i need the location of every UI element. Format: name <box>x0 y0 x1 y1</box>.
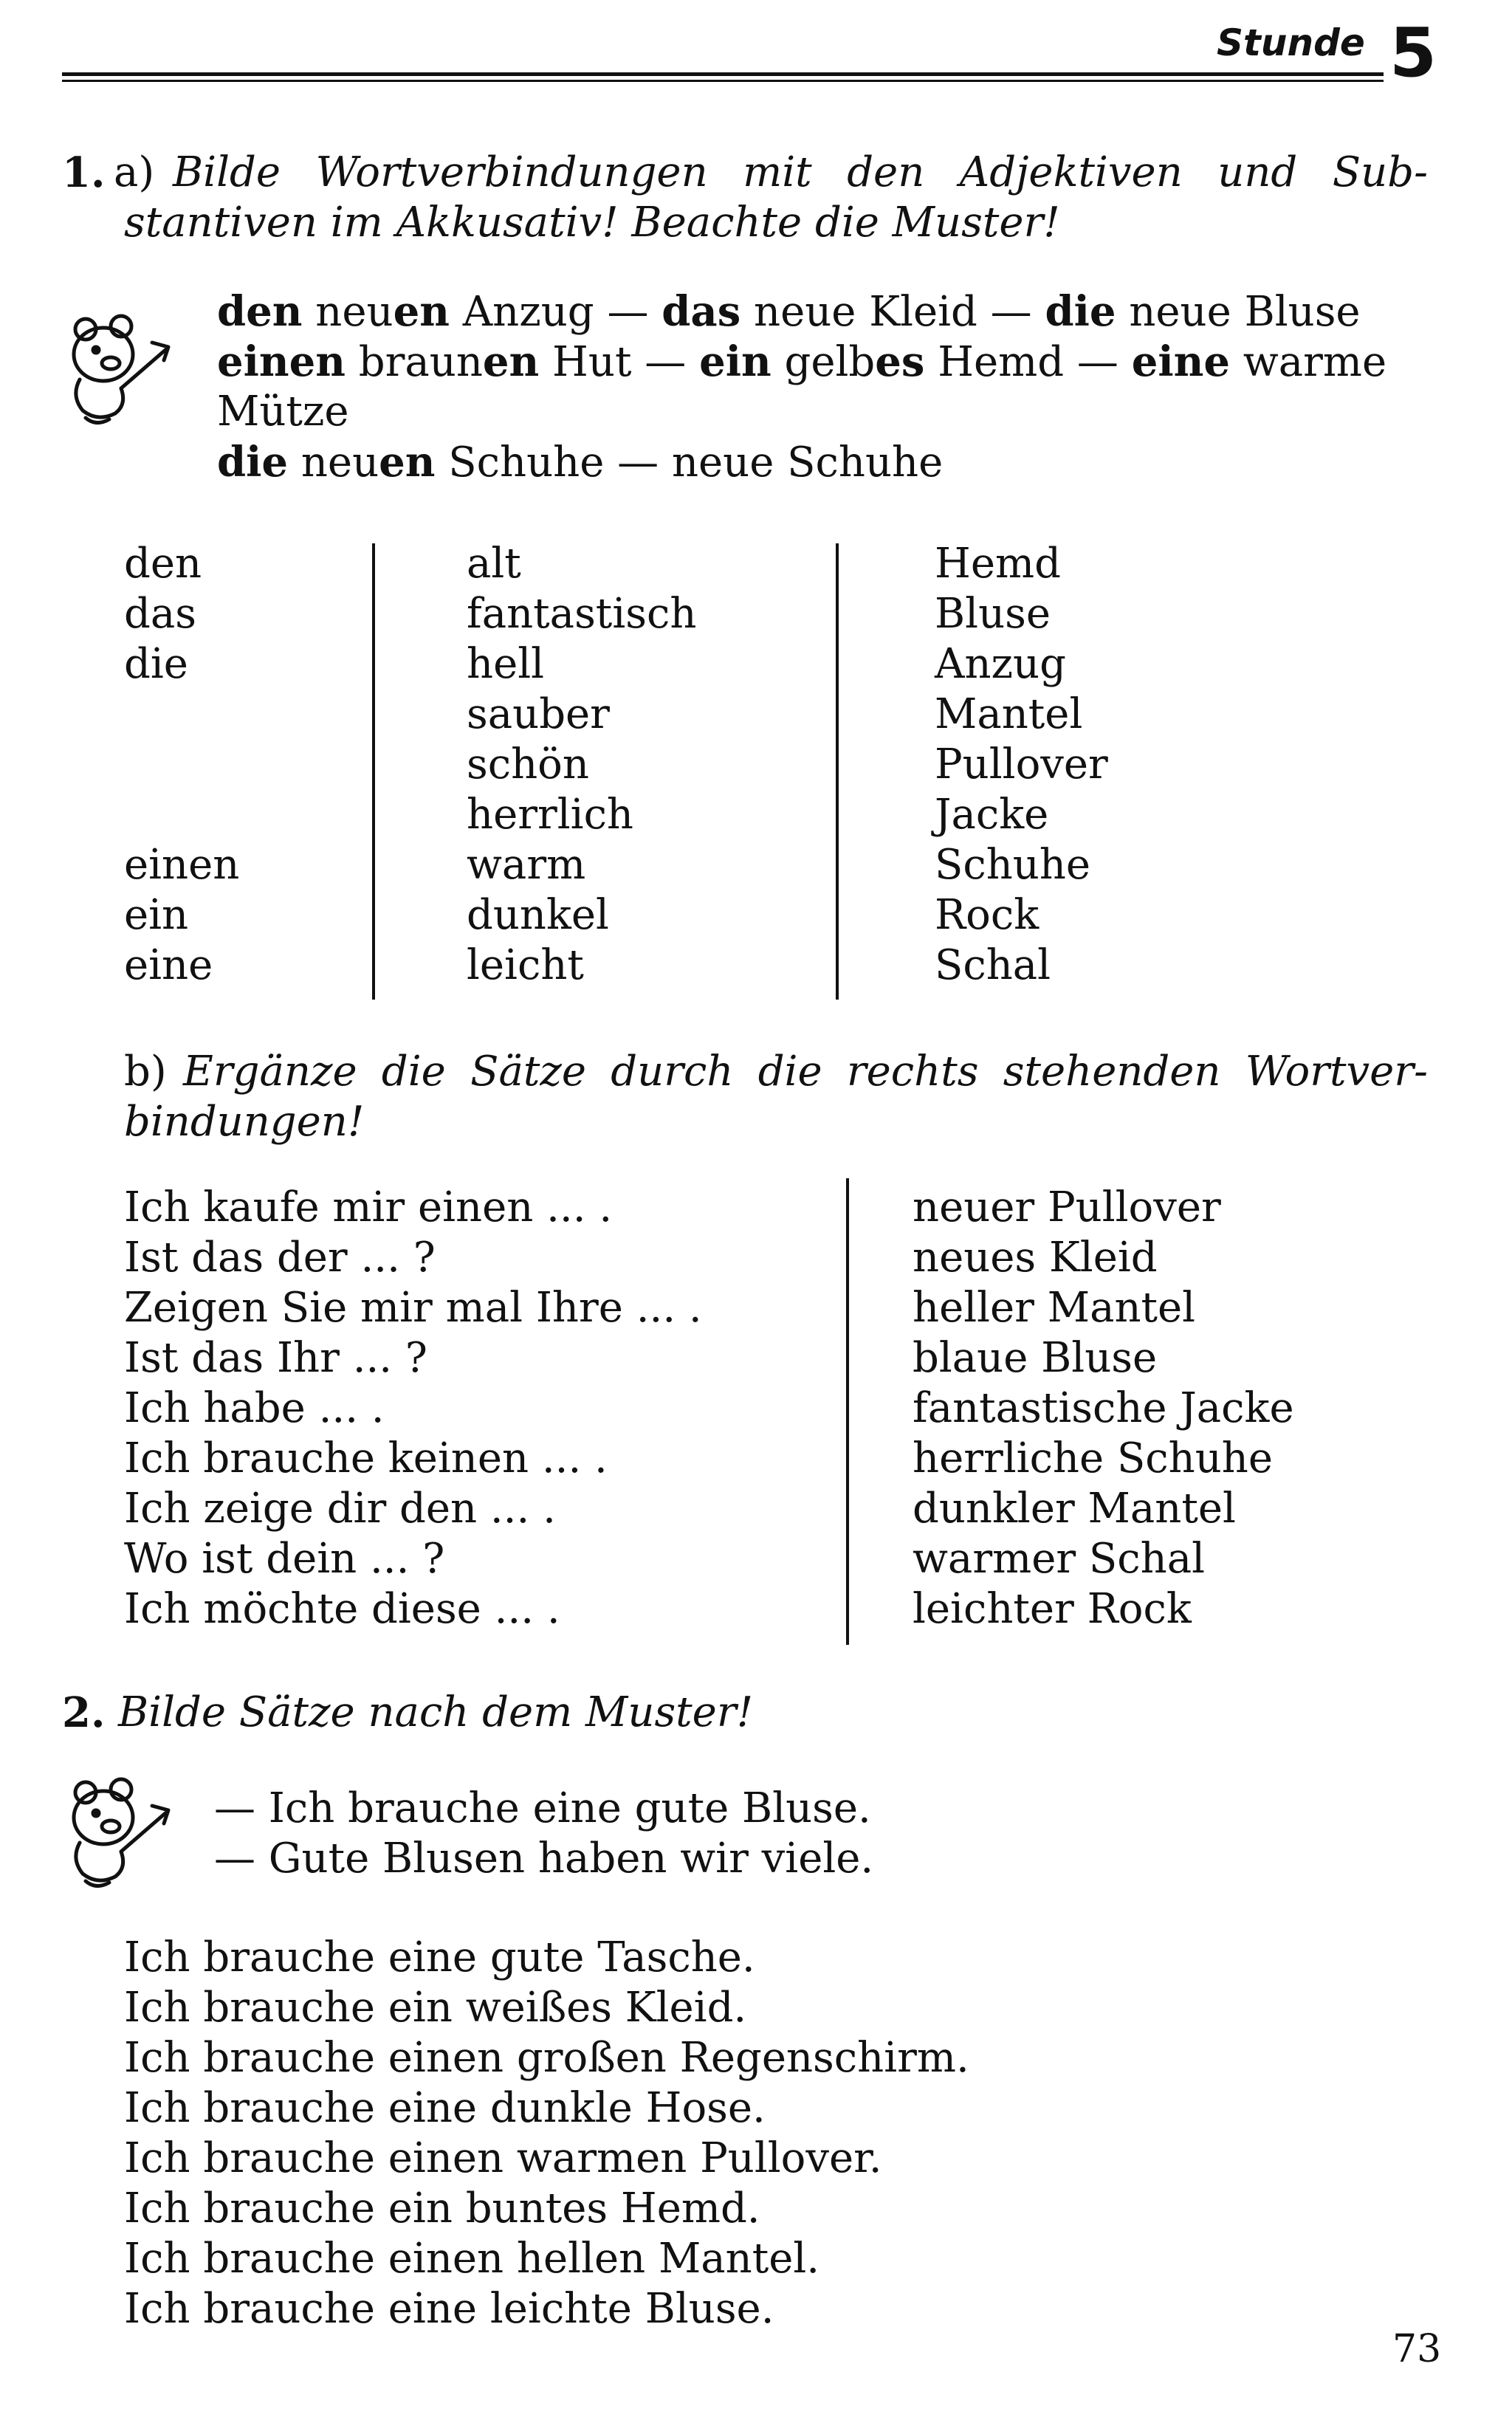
model-line-3 <box>217 387 349 437</box>
model-segment: Mütze <box>217 388 349 436</box>
sentence-item: Ich zeige dir den ... . <box>124 1485 556 1533</box>
model-bold-segment: die <box>217 438 289 487</box>
phrase-item: leichter Rock <box>913 1585 1192 1633</box>
phrase-item: herrliche Schuhe <box>913 1434 1274 1482</box>
model-segment: braun <box>345 338 483 386</box>
model-segment: Schuhe — neue Schuhe <box>435 439 944 487</box>
phrase-item: heller Mantel <box>913 1284 1196 1332</box>
sentence-item: Zeigen Sie mir mal Ihre ... . <box>124 1284 702 1332</box>
model-segment: Anzug — <box>449 288 662 336</box>
sentence-item: Ich kaufe mir einen ... . <box>124 1183 613 1231</box>
model-segment: neue Bluse <box>1116 288 1361 336</box>
model-segment: neu <box>302 288 394 336</box>
article-item: die <box>124 640 188 688</box>
model-segment: neue Kleid — <box>740 288 1045 336</box>
column-divider <box>372 543 375 1000</box>
adjective-item: leicht <box>467 941 584 989</box>
sentence-item: Ich brauche ein buntes Hemd. <box>124 2184 760 2232</box>
exercise-1b-instruction-line2: bindungen! <box>124 1098 365 1146</box>
sentence-item: Ich möchte diese ... . <box>124 1585 560 1633</box>
sentence-item: Ich brauche eine dunkle Hose. <box>124 2084 766 2132</box>
noun-item: Jacke <box>935 791 1049 839</box>
model-bold-segment: den <box>217 287 303 336</box>
adjectives-column <box>467 539 696 991</box>
exercise-2-instruction: Bilde Sätze nach dem Muster! <box>118 1688 754 1736</box>
adjective-item: schön <box>467 740 589 788</box>
header-rule-top <box>62 72 1384 76</box>
article-item: ein <box>124 891 189 939</box>
exercise-1a-label: a) <box>114 148 155 196</box>
model-bold-segment: en <box>379 438 436 487</box>
article-item <box>124 790 239 840</box>
model-bold-segment: eine <box>1131 337 1230 386</box>
adjective-item: hell <box>467 640 545 688</box>
sentence-item: Ich brauche eine gute Tasche. <box>124 1933 755 1981</box>
sentence-item: Ist das Ihr ... ? <box>124 1334 427 1382</box>
model-bold-segment: es <box>875 337 925 386</box>
sentences-column <box>124 1183 702 1634</box>
article-item: eine <box>124 941 213 989</box>
exercise-2-sentences <box>124 1933 969 2334</box>
model-bold-segment: die <box>1045 287 1116 336</box>
nouns-column <box>935 539 1108 991</box>
model-bold-segment: einen <box>217 337 346 386</box>
column-divider <box>836 543 839 1000</box>
article-item <box>124 740 239 790</box>
phrase-item: neues Kleid <box>913 1234 1158 1282</box>
teddy-bear-icon <box>63 1770 173 1896</box>
phrase-item: blaue Bluse <box>913 1334 1158 1382</box>
model-bold-segment: ein <box>699 337 772 386</box>
model-line-4 <box>217 437 943 488</box>
model-line-2 <box>217 337 1386 388</box>
phrase-item: fantastische Jacke <box>913 1384 1294 1432</box>
column-divider <box>846 1178 849 1645</box>
noun-item: Pullover <box>935 740 1108 788</box>
header-rule-bottom <box>62 80 1384 82</box>
adjective-item: warm <box>467 841 586 889</box>
article-item: einen <box>124 841 240 889</box>
adjective-item: sauber <box>467 690 610 738</box>
sentence-item: Ich brauche eine leichte Bluse. <box>124 2285 774 2333</box>
adjective-item: fantastisch <box>467 590 697 638</box>
exercise-1b-label: b) <box>124 1048 167 1096</box>
noun-item: Schuhe <box>935 841 1091 889</box>
adjective-item: alt <box>467 540 521 588</box>
sentence-item: Wo ist dein ... ? <box>124 1535 445 1583</box>
model-segment: neu <box>288 439 379 487</box>
sentence-item: Ist das der ... ? <box>124 1234 436 1282</box>
page-number: 73 <box>1392 2327 1442 2371</box>
sentence-item: Ich brauche einen warmen Pullover. <box>124 2134 882 2182</box>
sentence-item: Ich habe ... . <box>124 1384 385 1432</box>
model-line-1 <box>217 286 1361 337</box>
adjective-item: herrlich <box>467 791 633 839</box>
model-dialogue-line-2: — Gute Blusen haben wir viele. <box>214 1835 874 1883</box>
adjective-item: dunkel <box>467 891 609 939</box>
model-segment: Hut — <box>539 338 700 386</box>
exercise-2-number: 2. <box>62 1688 106 1737</box>
phrase-item: warmer Schal <box>913 1535 1205 1583</box>
noun-item: Anzug <box>935 640 1066 688</box>
model-segment: gelb <box>771 338 876 386</box>
article-item <box>124 690 239 740</box>
sentence-item: Ich brauche ein weißes Kleid. <box>124 1984 747 2032</box>
phrases-column <box>913 1183 1294 1634</box>
model-bold-segment: en <box>393 287 450 336</box>
sentence-item: Ich brauche einen großen Regenschirm. <box>124 2034 969 2082</box>
sentence-item: Ich brauche keinen ... . <box>124 1434 608 1482</box>
model-bold-segment: das <box>662 287 741 336</box>
article-item: das <box>124 590 196 638</box>
teddy-bear-icon <box>63 307 173 433</box>
article-item: den <box>124 540 202 588</box>
exercise-1a-instruction-line1: Bilde Wortverbindungen mit den Adjektiven und Sub- <box>173 148 1428 196</box>
unit-number: 5 <box>1389 13 1437 92</box>
phrase-item: dunkler Mantel <box>913 1485 1236 1533</box>
noun-item: Hemd <box>935 540 1061 588</box>
exercise-1a-instruction-line2: stantiven im Akkusativ! Beachte die Muster! <box>124 199 1060 247</box>
model-dialogue-line-1: — Ich brauche eine gute Bluse. <box>214 1784 871 1832</box>
noun-item: Mantel <box>935 690 1083 738</box>
model-bold-segment: en <box>482 337 540 386</box>
phrase-item: neuer Pullover <box>913 1183 1221 1231</box>
sentence-item: Ich brauche einen hellen Mantel. <box>124 2235 820 2283</box>
model-segment: warme <box>1229 338 1387 386</box>
noun-item: Schal <box>935 941 1051 989</box>
exercise-1-number: 1. <box>62 148 106 197</box>
articles-column <box>124 539 239 991</box>
unit-label: Stunde <box>1217 21 1365 64</box>
noun-item: Rock <box>935 891 1040 939</box>
exercise-1b-instruction-line1: Ergänze die Sätze durch die rechts stehenden Wortver- <box>183 1048 1428 1096</box>
model-segment: Hemd — <box>924 338 1132 386</box>
noun-item: Bluse <box>935 590 1051 638</box>
